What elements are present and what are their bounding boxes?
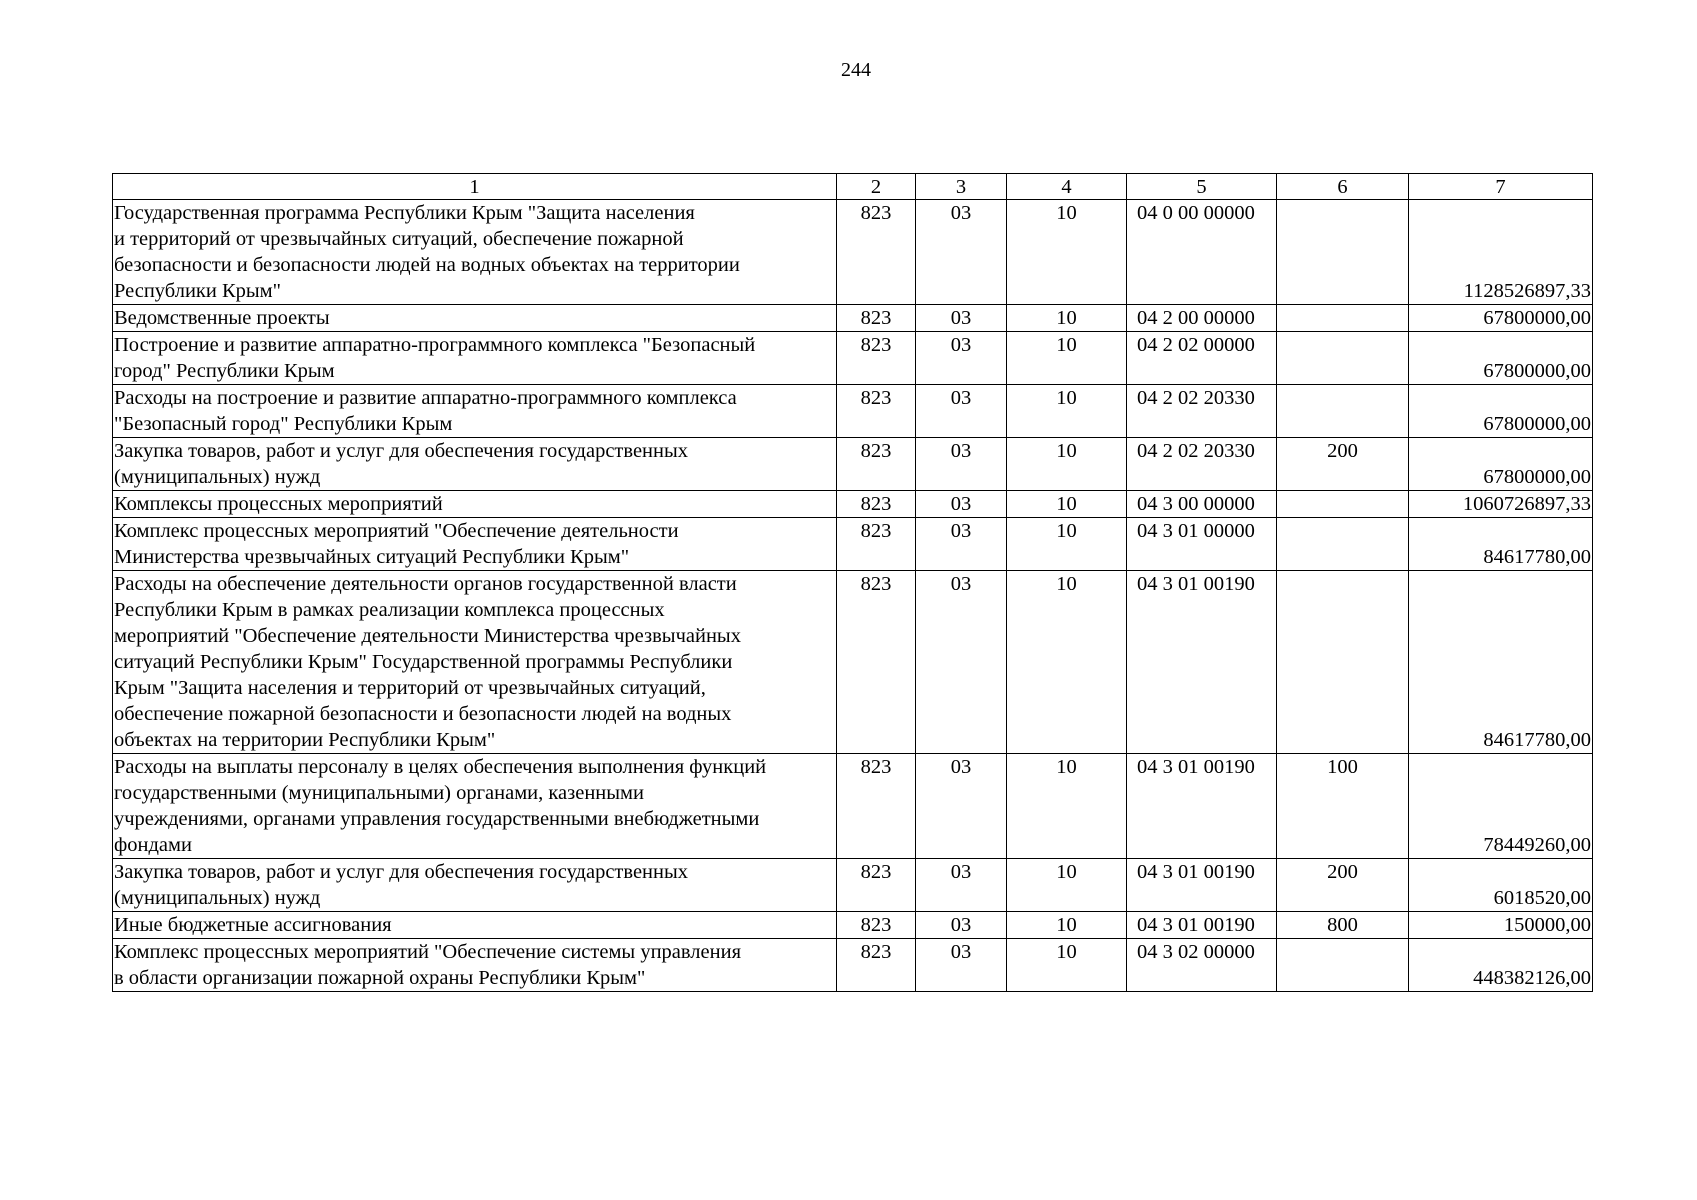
row-col6-cell (1277, 332, 1409, 385)
page-number: 244 (841, 59, 871, 81)
table-row (113, 571, 1593, 754)
table-row (113, 754, 1593, 859)
row-col4-cell: 10 (1007, 754, 1127, 859)
row-name-cell: Комплексы процессных мероприятий (113, 491, 837, 518)
row-col6-cell (1277, 939, 1409, 992)
row-col2-cell: 823 (837, 518, 916, 571)
row-col5-cell: 04 3 02 00000 (1127, 939, 1277, 992)
row-amount-cell: 1128526897,33 (1409, 200, 1593, 305)
row-name-cell: Государственная программа Республики Крым "Защита населения и территорий от чрезвычайных ситуаций, обеспечение пожарной безопасности и безопасности людей на водных объектах на территории Республики Крым" (113, 200, 837, 305)
row-col4-cell: 10 (1007, 571, 1127, 754)
row-col6-cell: 200 (1277, 438, 1409, 491)
column-header: 7 (1409, 174, 1593, 200)
row-amount-cell: 67800000,00 (1409, 385, 1593, 438)
row-col5-cell: 04 2 00 00000 (1127, 305, 1277, 332)
table-row (113, 438, 1593, 491)
row-col2-cell: 823 (837, 385, 916, 438)
row-col6-cell: 100 (1277, 754, 1409, 859)
table-row (113, 200, 1593, 305)
row-col5-cell: 04 2 02 20330 (1127, 385, 1277, 438)
row-amount-cell: 84617780,00 (1409, 571, 1593, 754)
table-row (113, 305, 1593, 332)
row-col3-cell: 03 (916, 200, 1007, 305)
row-col6-cell: 800 (1277, 912, 1409, 939)
row-col5-cell: 04 3 01 00190 (1127, 571, 1277, 754)
row-col2-cell: 823 (837, 571, 916, 754)
row-col5-cell: 04 2 02 00000 (1127, 332, 1277, 385)
table-row (113, 385, 1593, 438)
row-col3-cell: 03 (916, 939, 1007, 992)
row-col3-cell: 03 (916, 912, 1007, 939)
column-number-row (113, 174, 1593, 200)
row-col3-cell: 03 (916, 332, 1007, 385)
row-col4-cell: 10 (1007, 859, 1127, 912)
row-col6-cell (1277, 571, 1409, 754)
row-col2-cell: 823 (837, 200, 916, 305)
row-col4-cell: 10 (1007, 518, 1127, 571)
row-col6-cell (1277, 518, 1409, 571)
row-col3-cell: 03 (916, 305, 1007, 332)
table-row (113, 859, 1593, 912)
row-col5-cell: 04 3 01 00000 (1127, 518, 1277, 571)
row-name-cell: Закупка товаров, работ и услуг для обеспечения государственных (муниципальных) нужд (113, 859, 837, 912)
row-col3-cell: 03 (916, 491, 1007, 518)
row-amount-cell: 6018520,00 (1409, 859, 1593, 912)
row-col3-cell: 03 (916, 859, 1007, 912)
row-col4-cell: 10 (1007, 939, 1127, 992)
row-col5-cell: 04 3 00 00000 (1127, 491, 1277, 518)
row-col6-cell: 200 (1277, 859, 1409, 912)
row-col2-cell: 823 (837, 305, 916, 332)
row-col4-cell: 10 (1007, 305, 1127, 332)
table-row (113, 939, 1593, 992)
row-amount-cell: 78449260,00 (1409, 754, 1593, 859)
row-col2-cell: 823 (837, 859, 916, 912)
row-amount-cell: 67800000,00 (1409, 332, 1593, 385)
table-body (113, 200, 1593, 992)
row-name-cell: Закупка товаров, работ и услуг для обеспечения государственных (муниципальных) нужд (113, 438, 837, 491)
row-col3-cell: 03 (916, 438, 1007, 491)
row-col6-cell (1277, 385, 1409, 438)
column-header: 5 (1127, 174, 1277, 200)
row-name-cell: Иные бюджетные ассигнования (113, 912, 837, 939)
row-amount-cell: 150000,00 (1409, 912, 1593, 939)
budget-table (112, 173, 1593, 992)
row-name-cell: Комплекс процессных мероприятий "Обеспечение системы управления в области организации пожарной охраны Республики Крым" (113, 939, 837, 992)
row-col3-cell: 03 (916, 385, 1007, 438)
table-row (113, 491, 1593, 518)
column-header: 2 (837, 174, 916, 200)
row-col3-cell: 03 (916, 518, 1007, 571)
row-col5-cell: 04 0 00 00000 (1127, 200, 1277, 305)
row-name-cell: Расходы на обеспечение деятельности органов государственной власти Республики Крым в рамках реализации комплекса процессных мероприятий "Обеспечение деятельности Министерства чрезвычайных ситуаций Республики Крым" Государственной программы Республики Крым "Защита населения и территорий от чрезвычайных ситуаций, обеспечение пожарной безопасности и безопасности людей на водных объектах на территории Республики Крым" (113, 571, 837, 754)
table-row (113, 518, 1593, 571)
row-col6-cell (1277, 305, 1409, 332)
row-col2-cell: 823 (837, 754, 916, 859)
row-amount-cell: 448382126,00 (1409, 939, 1593, 992)
row-col4-cell: 10 (1007, 385, 1127, 438)
row-amount-cell: 67800000,00 (1409, 438, 1593, 491)
row-amount-cell: 84617780,00 (1409, 518, 1593, 571)
row-col3-cell: 03 (916, 754, 1007, 859)
row-col2-cell: 823 (837, 912, 916, 939)
row-col5-cell: 04 2 02 20330 (1127, 438, 1277, 491)
row-col3-cell: 03 (916, 571, 1007, 754)
row-name-cell: Построение и развитие аппаратно-программного комплекса "Безопасный город" Республики Крым (113, 332, 837, 385)
row-col2-cell: 823 (837, 491, 916, 518)
row-col5-cell: 04 3 01 00190 (1127, 754, 1277, 859)
row-col4-cell: 10 (1007, 200, 1127, 305)
row-col4-cell: 10 (1007, 438, 1127, 491)
row-col2-cell: 823 (837, 332, 916, 385)
column-header: 4 (1007, 174, 1127, 200)
row-name-cell: Расходы на построение и развитие аппаратно-программного комплекса "Безопасный город" Республики Крым (113, 385, 837, 438)
table-row (113, 332, 1593, 385)
row-col4-cell: 10 (1007, 912, 1127, 939)
row-col6-cell (1277, 200, 1409, 305)
row-col4-cell: 10 (1007, 332, 1127, 385)
row-col5-cell: 04 3 01 00190 (1127, 912, 1277, 939)
row-col5-cell: 04 3 01 00190 (1127, 859, 1277, 912)
row-name-cell: Ведомственные проекты (113, 305, 837, 332)
row-name-cell: Комплекс процессных мероприятий "Обеспечение деятельности Министерства чрезвычайных ситуаций Республики Крым" (113, 518, 837, 571)
table-row (113, 912, 1593, 939)
row-col2-cell: 823 (837, 438, 916, 491)
row-col4-cell: 10 (1007, 491, 1127, 518)
row-amount-cell: 1060726897,33 (1409, 491, 1593, 518)
column-header: 6 (1277, 174, 1409, 200)
column-header: 1 (113, 174, 837, 200)
row-col2-cell: 823 (837, 939, 916, 992)
column-header: 3 (916, 174, 1007, 200)
row-col6-cell (1277, 491, 1409, 518)
row-name-cell: Расходы на выплаты персоналу в целях обеспечения выполнения функций государственными (муниципальными) органами, казенными учреждениями, органами управления государственными внебюджетными фондами (113, 754, 837, 859)
row-amount-cell: 67800000,00 (1409, 305, 1593, 332)
